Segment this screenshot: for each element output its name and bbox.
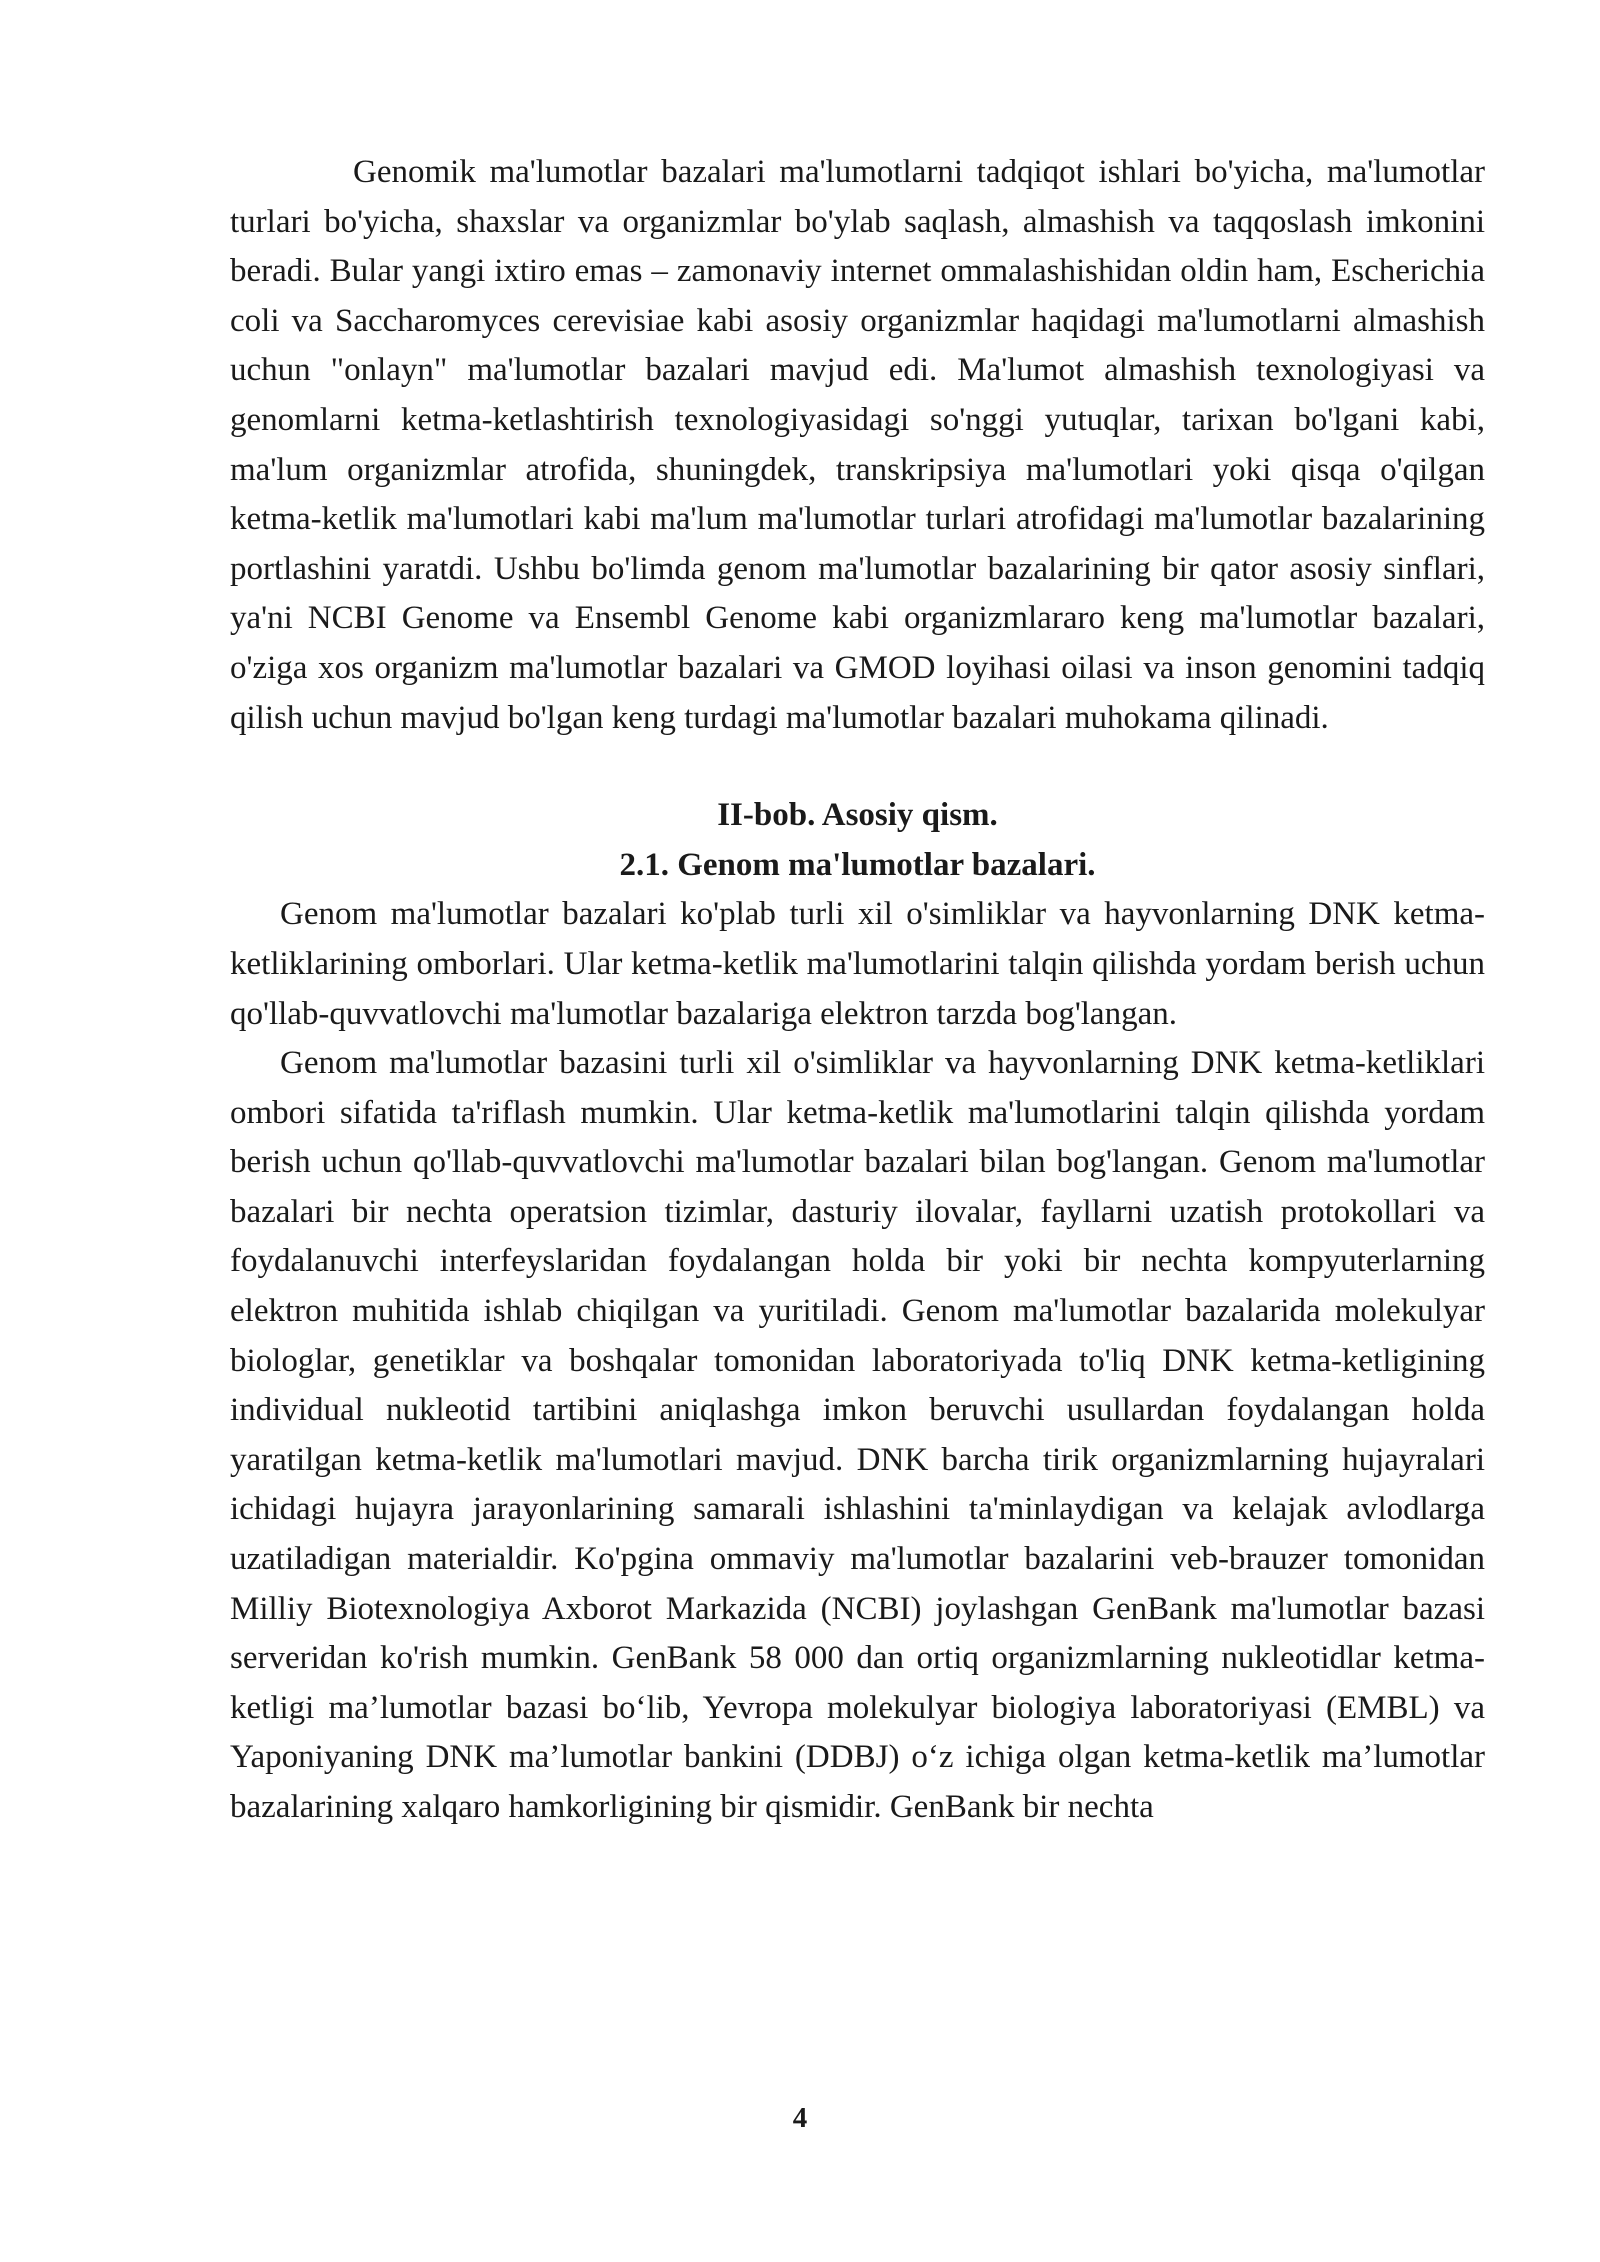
chapter-heading: II-bob. Asosiy qism. [717,797,998,834]
page-number: 4 [792,2102,808,2134]
document-page [230,148,1485,1833]
intro-paragraph: Genomik ma'lumotlar bazalari ma'lumotlarni tadqiqot ishlari bo'yicha, ma'lumotlar turlari bo'yicha, shaxslar va organizmlar bo'ylab saqlash, almashish va taqqoslash imkonini beradi. Bular yangi ixtiro emas – zamonaviy internet ommalashishidan oldin ham, Escherichia coli va Saccharomyces cerevisiae kabi asosiy organizmlar haqidagi ma'lumotlarni almashish uchun "onlayn" ma'lumotlar bazalari mavjud edi. Ma'lumot almashish texnologiyasi va genomlarni ketma-ketlashtirish texnologiyasidagi so'nggi yutuqlar, tarixan bo'lgani kabi, ma'lum organizmlar atrofida, shuningdek, transkripsiya ma'lumotlari yoki qisqa o'qilgan ketma-ketlik ma'lumotlari kabi ma'lum ma'lumotlar turlari atrofidagi ma'lumotlar bazalarining portlashini yaratdi. Ushbu bo'limda genom ma'lumotlar bazalarining bir qator asosiy sinflari, ya'ni NCBI Genome va Ensembl Genome kabi organizmlararo keng ma'lumotlar bazalari, o'ziga xos organizm ma'lumotlar bazalari va GMOD loyihasi oilasi va inson genomini tadqiq qilish uchun mavjud bo'lgan keng turdagi ma'lumotlar bazalari muhokama qilinadi. [230,154,1485,736]
section-spacer [230,743,1485,791]
body-paragraph-2: Genom ma'lumotlar bazasini turli xil o'simliklar va hayvonlarning DNK ketma-ketliklari ombori sifatida ta'riflash mumkin. Ular ketma-ketlik ma'lumotlarini talqin qilishda yordam berish uchun qo'llab-quvvatlovchi ma'lumotlar bazalari bilan bog'langan. Genom ma'lumotlar bazalari bir nechta operatsion tizimlar, dasturiy ilovalar, fayllarni uzatish protokollari va foydalanuvchi interfeyslaridan foydalangan holda bir yoki bir nechta kompyuterlarning elektron muhitida ishlab chiqilgan va yuritiladi. Genom ma'lumotlar bazalarida molekulyar biologlar, genetiklar va boshqalar tomonidan laboratoriyada to'liq DNK ketma-ketligining individual nukleotid tartibini aniqlashga imkon beruvchi usullardan foydalangan holda yaratilgan ketma-ketlik ma'lumotlari mavjud. DNK barcha tirik organizmlarning hujayralari ichidagi hujayra jarayonlarining samarali ishlashini ta'minlaydigan va kelajak avlodlarga uzatiladigan materialdir. Ko'pgina ommaviy ma'lumotlar bazalarini veb-brauzer tomonidan Milliy Biotexnologiya Axborot Markazida (NCBI) joylashgan GenBank ma'lumotlar bazasi serveridan ko'rish mumkin. GenBank 58 000 dan ortiq organizmlarning nukleotidlar ketma-ketligi ma’lumotlar bazasi bo‘lib, Yevropa molekulyar biologiya laboratoriyasi (EMBL) va Yaponiyaning DNK ma’lumotlar bankini (DDBJ) o‘z ichiga olgan ketma-ketlik ma’lumotlar bazalarining xalqaro hamkorligining bir qismidir. GenBank bir nechta [230,1045,1485,1825]
body-paragraph-1: Genom ma'lumotlar bazalari ko'plab turli xil o'simliklar va hayvonlarning DNK ketma-ketliklarining omborlari. Ular ketma-ketlik ma'lumotlarini talqin qilishda yordam berish uchun qo'llab-quvvatlovchi ma'lumotlar bazalariga elektron tarzda bog'langan. [230,896,1485,1032]
section-heading: 2.1. Genom ma'lumotlar bazalari. [619,846,1096,883]
